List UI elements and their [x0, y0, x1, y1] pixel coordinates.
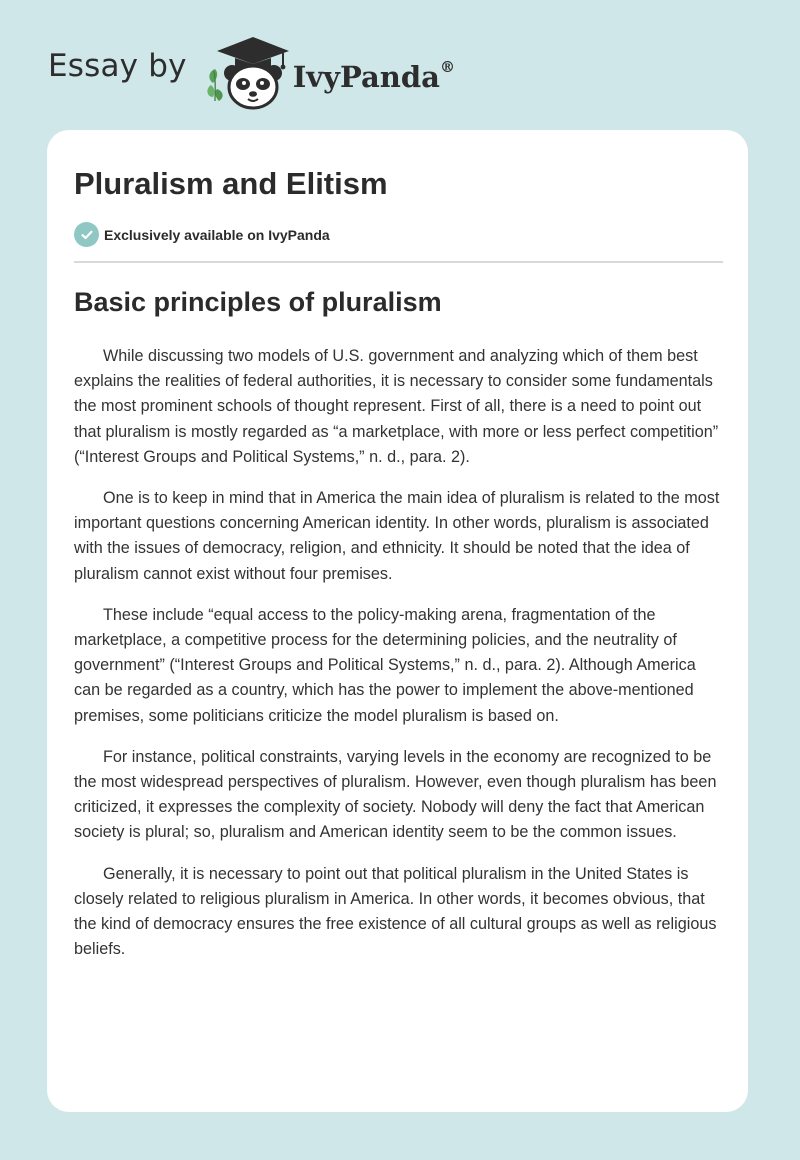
- site-header: [48, 28, 455, 118]
- badge-label: Exclusively available on IvyPanda: [104, 226, 330, 243]
- paragraph: These include “equal access to the policy-making arena, fragmentation of the marketplace, a competitive process for the determining policies, and the neutrality of government” (“Interest Groups and Political Systems,” n. d., para. 2). Although America can be regarded as a country, which has the power to implement the above-mentioned premises, some politicians criticize the model pluralism is based on.: [74, 605, 696, 725]
- article-body: [74, 344, 723, 978]
- page-title: Pluralism and Elitism: [74, 166, 388, 201]
- paragraph: Generally, it is necessary to point out that political pluralism in the United States is closely related to religious pluralism in America. In other words, it becomes obvious, that the kind of democracy ensures the free existence of all cultural groups as well as religious beliefs.: [74, 864, 717, 959]
- exclusive-badge: [74, 222, 330, 247]
- essay-card: [47, 130, 748, 1112]
- check-circle-icon: [74, 222, 99, 247]
- paragraph: For instance, political constraints, varying levels in the economy are recognized to be the most widespread perspectives of pluralism. However, even though pluralism has been criticized, it expresses the complexity of society. Nobody will deny the fact that American society is plural; so, pluralism and American identity seem to be the common issues.: [74, 747, 717, 842]
- section-heading: Basic principles of pluralism: [74, 287, 442, 317]
- panda-logo-icon[interactable]: [201, 31, 293, 113]
- essay-by-label: Essay by: [48, 48, 187, 84]
- paragraph: While discussing two models of U.S. government and analyzing which of them best explains the realities of federal authorities, it is necessary to consider some fundamentals the most prominent schools of thought represent. First of all, there is a need to point out that pluralism is mostly regarded as “a marketplace, with more or less perfect competition” (“Interest Groups and Political Systems,” n. d., para. 2).: [74, 347, 719, 466]
- divider: [74, 261, 723, 263]
- registered-mark: ®: [439, 58, 455, 76]
- paragraph: One is to keep in mind that in America the main idea of pluralism is related to the most important questions concerning American identity. In other words, pluralism is associated with the issues of democracy, religion, and ethnicity. It should be noted that the idea of pluralism cannot exist without four premises.: [74, 489, 720, 583]
- brand-name[interactable]: IvyPanda®: [292, 58, 455, 94]
